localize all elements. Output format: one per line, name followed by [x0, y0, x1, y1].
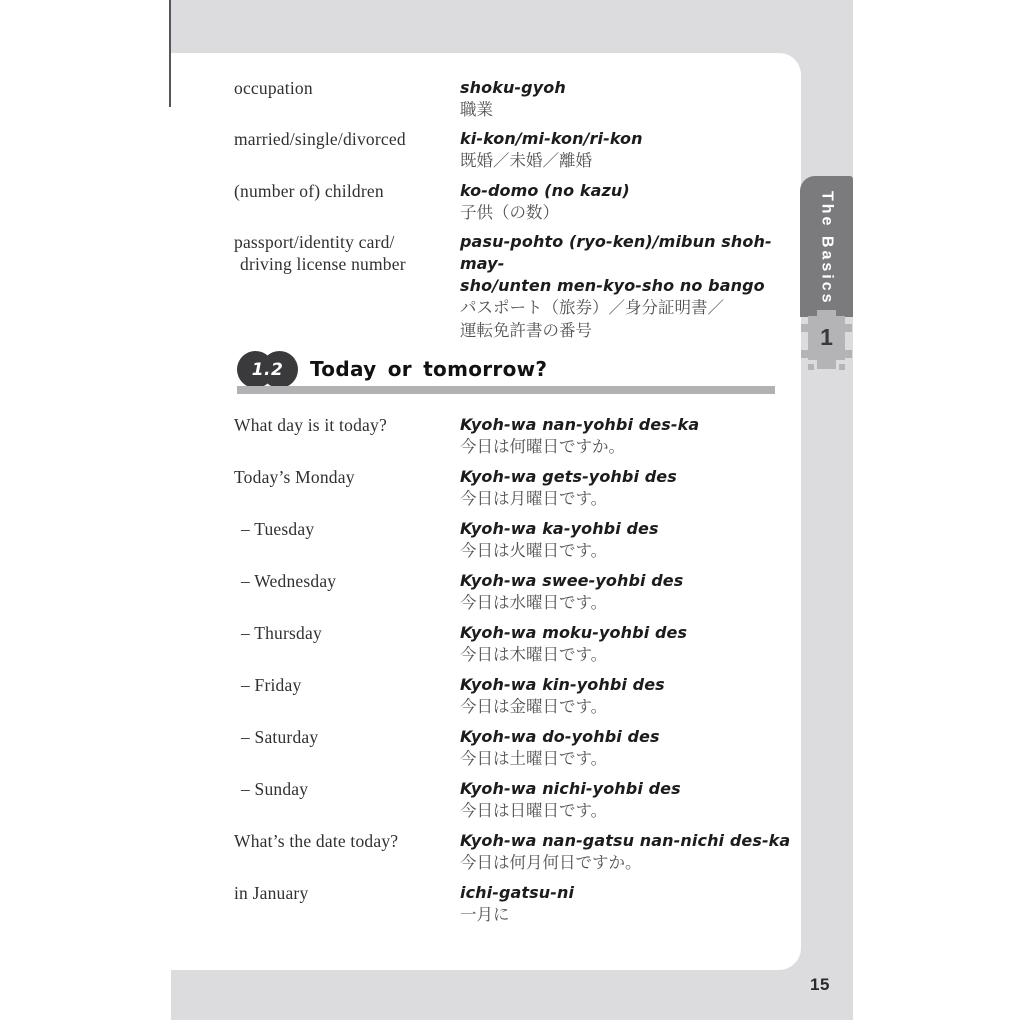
english-line: driving license number [240, 254, 406, 274]
english-line: – Tuesday [241, 519, 315, 539]
translation-text [460, 180, 794, 225]
translation-text [460, 231, 794, 343]
romaji-line: shoku-gyoh [460, 78, 566, 97]
english-text [234, 674, 460, 696]
english-line: occupation [234, 78, 313, 98]
chapter-tab [800, 176, 853, 317]
romaji-line: ichi-gatsu-ni [460, 883, 575, 902]
translation-text [460, 128, 794, 173]
english-line: – Saturday [241, 727, 319, 747]
english-line: (number of) children [234, 181, 384, 201]
japanese-line: 今日は火曜日です。 [460, 542, 608, 560]
english-text [234, 414, 460, 436]
english-text [234, 778, 460, 800]
page-edge-line [169, 0, 171, 107]
translation-text [460, 414, 794, 459]
romaji-line: Kyoh-wa nan-yohbi des-ka [460, 415, 700, 434]
translation-text [460, 830, 794, 875]
japanese-line: 今日は木曜日です。 [460, 646, 608, 664]
english-line: What’s the date today? [234, 831, 399, 851]
japanese-line: 今日は日曜日です。 [460, 802, 608, 820]
page-number: 15 [810, 975, 830, 994]
japanese-line: 運転免許書の番号 [460, 322, 592, 340]
english-line: What day is it today? [234, 415, 387, 435]
section-number: 1.2 [251, 359, 284, 380]
translation-text [460, 778, 794, 823]
english-text [234, 622, 460, 644]
english-text [234, 180, 460, 202]
english-line: Today’s Monday [234, 467, 355, 487]
romaji-line: Kyoh-wa moku-yohbi des [460, 623, 688, 642]
japanese-line: 今日は月曜日です。 [460, 490, 608, 508]
japanese-line: 今日は何曜日ですか。 [460, 438, 625, 456]
translation-text [460, 518, 794, 563]
chapter-tab-label: The Basics [818, 191, 836, 306]
english-text [234, 466, 460, 488]
english-line: married/single/divorced [234, 129, 406, 149]
translation-text [460, 882, 794, 927]
romaji-line: Kyoh-wa gets-yohbi des [460, 467, 677, 486]
romaji-line: Kyoh-wa swee-yohbi des [460, 571, 684, 590]
japanese-line: 職業 [460, 101, 493, 119]
english-line: – Friday [241, 675, 302, 695]
chapter-number: 1 [820, 324, 833, 350]
japanese-line: 既婚／未婚／離婚 [460, 152, 592, 170]
english-line: – Sunday [241, 779, 309, 799]
translation-text [460, 622, 794, 667]
english-text [234, 726, 460, 748]
japanese-line: 今日は金曜日です。 [460, 698, 608, 716]
romaji-line: Kyoh-wa nan-gatsu nan-nichi des-ka [460, 831, 791, 850]
japanese-line: 一月に [460, 906, 510, 924]
japanese-line: 子供（の数） [460, 204, 559, 222]
romaji-line: Kyoh-wa kin-yohbi des [460, 675, 665, 694]
english-line: passport/identity card/ [234, 232, 395, 252]
translation-text [460, 726, 794, 771]
english-line: – Wednesday [241, 571, 337, 591]
english-text [234, 882, 460, 904]
section-title: Today or tomorrow? [310, 357, 548, 381]
romaji-line: ko-domo (no kazu) [460, 181, 630, 200]
romaji-line: ki-kon/mi-kon/ri-kon [460, 129, 643, 148]
romaji-line: pasu-pohto (ryo-ken)/mibun shoh-may- [460, 232, 772, 273]
translation-text [460, 674, 794, 719]
romaji-line: Kyoh-wa ka-yohbi des [460, 519, 659, 538]
english-line: in January [234, 883, 309, 903]
english-text [234, 830, 460, 852]
section-number-badge [237, 351, 298, 388]
section-rule [237, 386, 775, 394]
translation-text [460, 77, 794, 122]
english-text [234, 231, 460, 275]
english-text [234, 128, 460, 150]
english-line: – Thursday [241, 623, 322, 643]
japanese-line: 今日は水曜日です。 [460, 594, 608, 612]
translation-text [460, 466, 794, 511]
english-text [234, 518, 460, 540]
romaji-line: Kyoh-wa nichi-yohbi des [460, 779, 681, 798]
english-text [234, 77, 460, 99]
romaji-line: sho/unten men-kyo-sho no bango [460, 276, 765, 295]
japanese-line: パスポート（旅券）／身分証明書／ [460, 299, 724, 317]
japanese-line: 今日は土曜日です。 [460, 750, 608, 768]
english-text [234, 570, 460, 592]
translation-text [460, 570, 794, 615]
japanese-line: 今日は何月何日ですか。 [460, 854, 642, 872]
romaji-line: Kyoh-wa do-yohbi des [460, 727, 660, 746]
